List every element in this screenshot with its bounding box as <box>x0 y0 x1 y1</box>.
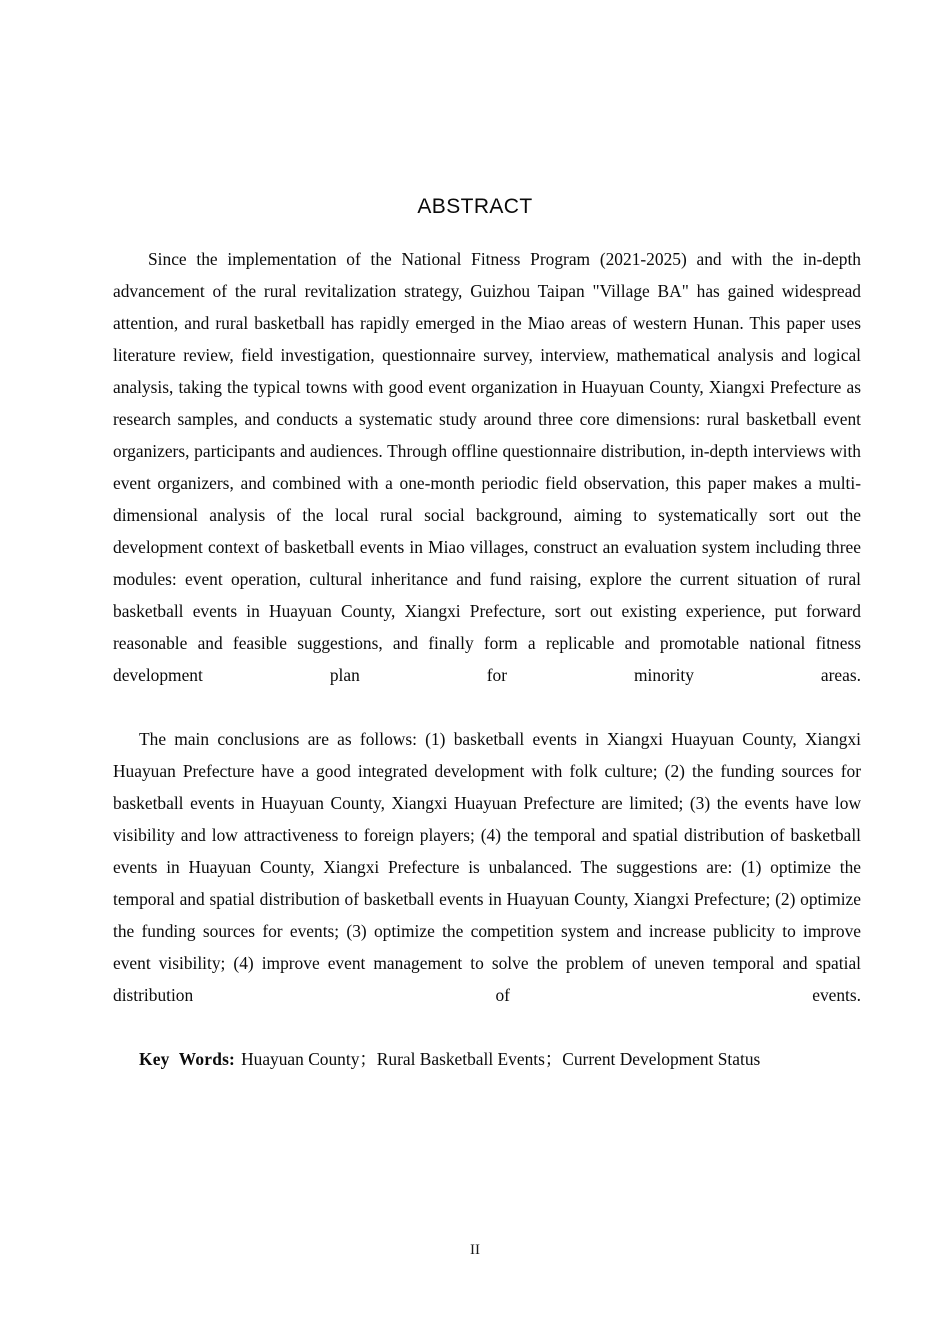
page-title: ABSTRACT <box>417 195 533 219</box>
page-number-footer: II <box>470 1242 480 1258</box>
abstract-body <box>113 243 861 1075</box>
abstract-paragraph: The main conclusions are as follows: (1) basketball events in Xiangxi Huayuan County, Xiangxi Huayuan Prefecture have a good integrated development with folk culture; (2) the funding sources for basketball events in Huayuan County, Xiangxi Huayuan Prefecture are limited; (3) the events have low visibility and low attractiveness to foreign players; (4) the temporal and spatial distribution of basketball events in Huayuan County, Xiangxi Prefecture is unbalanced. The suggestions are: (1) optimize the temporal and spatial distribution of basketball events in Huayuan County, Xiangxi Prefecture; (2) optimize the funding sources for events; (3) optimize the competition system and increase publicity to improve event visibility; (4) improve event management to solve the problem of uneven temporal and spatial distribution of events. <box>113 729 861 1005</box>
keywords-values: Huayuan County；Rural Basketball Events；Current Development Status <box>241 1049 761 1069</box>
abstract-paragraph: Since the implementation of the National Fitness Program (2021-2025) and with the in-depth advancement of the rural revitalization strategy, Guizhou Taipan "Village BA" has gained widespread attention, and rural basketball has rapidly emerged in the Miao areas of western Hunan. This paper uses literature review, field investigation, questionnaire survey, interview, mathematical analysis and logical analysis, taking the typical towns with good event organization in Huayuan County, Xiangxi Prefecture as research samples, and conducts a systematic study around three core dimensions: rural basketball event organizers, participants and audiences. Through offline questionnaire distribution, in-depth interviews with event organizers, and combined with a one-month periodic field observation, this paper makes a multi-dimensional analysis of the local rural social background, aiming to systematically sort out the development context of basketball events in Miao villages, construct an evaluation system including three modules: event operation, cultural inheritance and fund raising, explore the current situation of rural basketball events in Huayuan County, Xiangxi Prefecture, sort out existing experience, put forward reasonable and feasible suggestions, and finally form a replicable and promotable national fitness development plan for minority areas. <box>113 249 861 685</box>
keywords-line <box>113 1043 861 1075</box>
keywords-label: Key Words: <box>139 1049 236 1069</box>
